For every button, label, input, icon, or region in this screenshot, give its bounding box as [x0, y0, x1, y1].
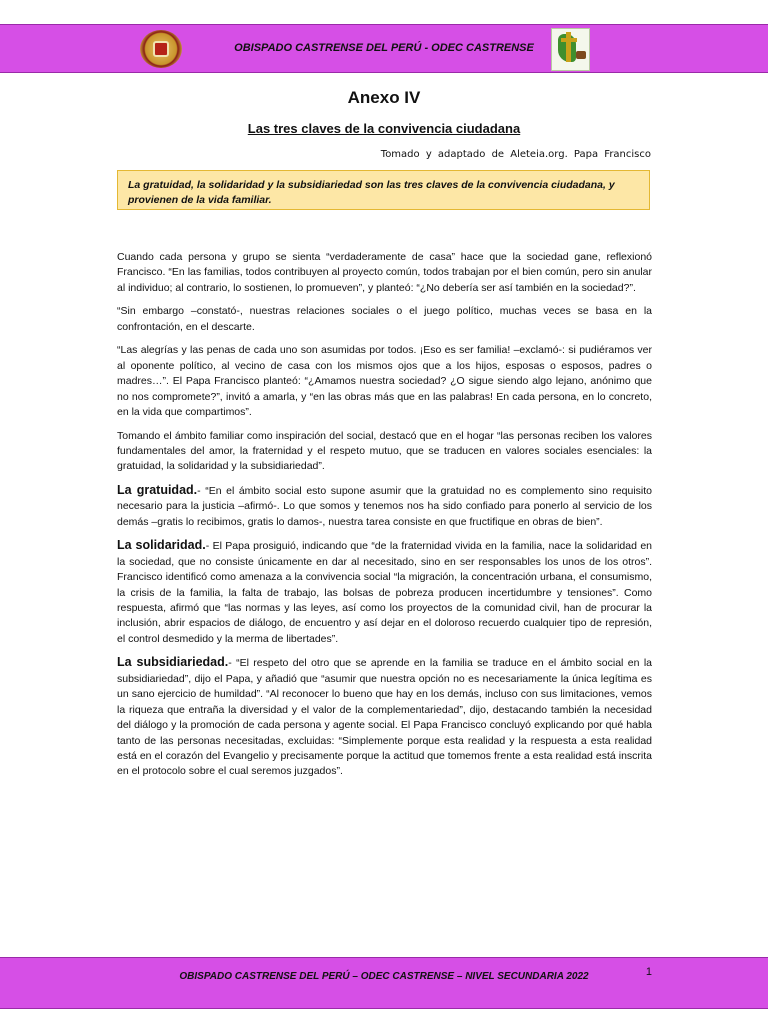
header-text: OBISPADO CASTRENSE DEL PERÚ - ODEC CASTRENSE — [234, 42, 534, 54]
paragraph-gratuidad — [117, 483, 652, 530]
paragraph-solidaridad — [117, 538, 652, 647]
text-gratuidad: - “En el ámbito social esto supone asumir que la gratuidad no es complemento sino requisito necesario para la justicia –afirmó-. Lo que somos y tenemos nos ha sido confiado para ponerlo al servicio de los demás –gratis lo recibimos, gratis lo damos-, nuestra tarea consiste en que fructifique en obras de bien”. — [117, 485, 653, 528]
footer-band — [0, 957, 768, 1009]
lead-solidaridad: La solidaridad. — [117, 538, 206, 553]
paragraph-3: “Las alegrías y las penas de cada uno son asumidas por todos. ¡Eso es ser familia! –exclamó-: si pudiéramos ver al oponente político, al vecino de casa con los mismos ojos que a los hijos, esposas o esposos, padres o madres…”. El Papa Francisco planteó: “¿Amamos nuestra sociedad? ¿O sigue siendo algo lejano, anónimo que no nos compromete?”, invitó a amarla, y “en las obras más que en las palabras! En cada persona, en lo concreto, en la vida que compartimos”. — [117, 344, 652, 419]
text-subsidiariedad: - “El respeto del otro que se aprende en la familia se traduce en el ámbito social en la subsidiariedad”, dijo el Papa, y añadió que “asumir que nuestra opción no es necesariamente la única legítima es un sano ejercicio de humildad”. “Al reconocer lo bueno que hay en los demás, incluso con sus limitaciones, vemos la riqueza que entraña la diversidad y el valor de la complementariedad”, dijo, destacando también la necesidad del diálogo y la promoción de cada persona y agente social. El Papa Francisco concluyó explicando por qué habla tanto de las personas necesitadas, excluidas: “Simplemente porque esta realidad y la respuesta a esta realidad está en el corazón del Evangelio y precisamente porque la actitud que tomemos frente a esta realidad está inscrita en el protocolo sobre el cual seremos juzgados”. — [117, 657, 652, 778]
lead-subsidiariedad: La subsidiariedad. — [117, 655, 229, 670]
paragraph-subsidiariedad — [117, 655, 652, 779]
page-number: 1 — [645, 966, 652, 978]
footer-text: OBISPADO CASTRENSE DEL PERÚ – ODEC CASTRENSE – NIVEL SECUNDARIA 2022 — [179, 971, 589, 982]
source-line: Tomado y adaptado de Aleteia.org. Papa Francisco — [380, 149, 651, 160]
lead-gratuidad: La gratuidad. — [117, 483, 198, 498]
paragraph-2: “Sin embargo –constató-, nuestras relaciones sociales o el juego político, muchas veces se basa en la confrontación, en el descarte. — [117, 305, 652, 333]
odec-logo — [551, 28, 590, 71]
text-solidaridad: - El Papa prosiguió, indicando que “de la fraternidad vivida en la familia, nace la solidaridad en la sociedad, que no consiste únicamente en dar al necesitado, sino en ser responsables los unos de los otros”. Francisco identificó como amenaza a la convivencia social “la migración, la concentración urbana, el consumismo, la crisis de la familia, la falta de trabajo, las bolsas de pobreza producen incertidumbre y tensiones”. Como respuesta, afirmó que “las normas y las leyes, así como los proyectos de la comunidad civil, han de procurar la inclusión, abrir espacios de diálogo, de encuentro y así dejar en el doloroso recuerdo cualquier tipo de represión, el control desmedido y la merma de libertades”. — [117, 540, 653, 645]
paragraph-4: Tomando el ámbito familiar como inspiración del social, destacó que en el hogar “las personas reciben los valores fundamentales del amor, la fraternidad y el respeto mutuo, que se traducen en valores sociales esenciales: la gratuidad, la solidaridad y la subsidiariedad”. — [117, 429, 652, 473]
page-subtitle: Las tres claves de la convivencia ciudadana — [247, 121, 521, 136]
article-body — [117, 250, 652, 788]
paragraph-1: Cuando cada persona y grupo se sienta “verdaderamente de casa” hace que la sociedad gane, reflexionó Francisco. “En las familias, todos contribuyen al proyecto común, todos trabajan por el bien común, pero sin anular al individuo; al contrario, lo sostienen, lo promueven”, y planteó: “¿No debería ser así también en la sociedad?”. — [117, 251, 652, 294]
header-band — [0, 24, 768, 73]
page-title: Anexo IV — [347, 88, 421, 107]
callout-box: La gratuidad, la solidaridad y la subsidiariedad son las tres claves de la convivencia ciudadana, y provienen de la vida familiar. — [117, 170, 650, 210]
